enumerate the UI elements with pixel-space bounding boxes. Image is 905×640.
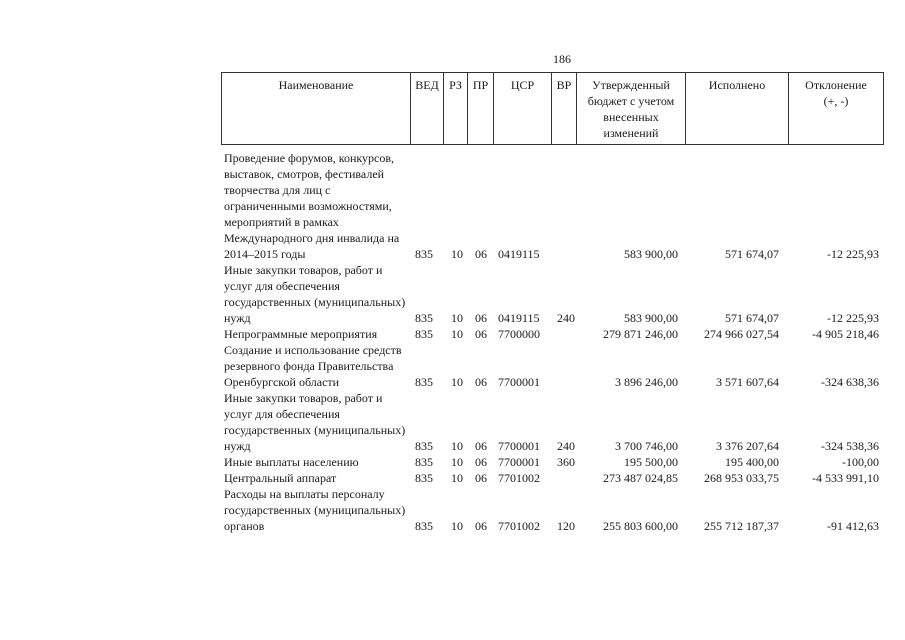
row-vr: 120 <box>557 519 575 533</box>
row-deviation: -324 638,36 <box>821 375 879 389</box>
header-name: Наименование <box>221 72 410 145</box>
table-row <box>221 486 884 534</box>
header-pr: ПР <box>467 72 493 145</box>
row-rz: 10 <box>451 311 463 325</box>
row-rz: 10 <box>451 439 463 453</box>
row-name: Центральный аппарат <box>224 471 337 485</box>
row-name: Проведение форумов, конкурсов, выставок, смотров, фестивалей творчества для лиц с ограниченными возможностями, мероприятий в рамках Международного дня инвалида на 2014–2015 годы <box>224 151 400 261</box>
row-pr: 06 <box>475 439 487 453</box>
row-ved: 835 <box>415 327 433 341</box>
row-approved: 3 700 746,00 <box>615 439 678 453</box>
row-csr: 7700000 <box>498 327 540 341</box>
row-deviation: -324 538,36 <box>821 439 879 453</box>
row-vr: 240 <box>557 439 575 453</box>
row-csr: 7700001 <box>498 375 540 389</box>
row-deviation: -100,00 <box>842 455 879 469</box>
header-executed: Исполнено <box>685 72 788 145</box>
header-csr: ЦСР <box>493 72 551 145</box>
row-executed: 571 674,07 <box>725 311 779 325</box>
table-row <box>221 342 884 390</box>
table-row <box>221 454 884 470</box>
row-csr: 7700001 <box>498 455 540 469</box>
row-executed: 3 376 207,64 <box>716 439 779 453</box>
table-row <box>221 326 884 342</box>
row-name: Иные закупки товаров, работ и услуг для обеспечения государственных (муниципальных) нужд <box>224 263 406 325</box>
row-csr: 0419115 <box>498 247 540 261</box>
row-pr: 06 <box>475 519 487 533</box>
row-approved: 3 896 246,00 <box>615 375 678 389</box>
row-name: Расходы на выплаты персоналу государственных (муниципальных) органов <box>224 487 406 533</box>
row-csr: 7701002 <box>498 471 540 485</box>
row-executed: 3 571 607,64 <box>716 375 779 389</box>
row-ved: 835 <box>415 439 433 453</box>
row-deviation: -91 412,63 <box>827 519 879 533</box>
table-header <box>221 72 884 145</box>
row-executed: 195 400,00 <box>725 455 779 469</box>
row-approved: 273 487 024,85 <box>603 471 678 485</box>
row-ved: 835 <box>415 247 433 261</box>
row-pr: 06 <box>475 375 487 389</box>
row-pr: 06 <box>475 455 487 469</box>
header-vr: ВР <box>551 72 576 145</box>
table-row <box>221 262 884 326</box>
row-name: Иные выплаты населению <box>224 455 359 469</box>
row-csr: 0419115 <box>498 311 540 325</box>
row-executed: 571 674,07 <box>725 247 779 261</box>
row-ved: 835 <box>415 455 433 469</box>
header-ved: ВЕД <box>410 72 443 145</box>
table-row <box>221 470 884 486</box>
row-ved: 835 <box>415 375 433 389</box>
row-deviation: -4 905 218,46 <box>812 327 879 341</box>
row-ved: 835 <box>415 311 433 325</box>
row-csr: 7700001 <box>498 439 540 453</box>
table-row <box>221 390 884 454</box>
header-approved: Утвержденный бюджет с учетом внесенных изменений <box>576 72 685 145</box>
row-rz: 10 <box>451 455 463 469</box>
row-executed: 268 953 033,75 <box>704 471 779 485</box>
row-rz: 10 <box>451 247 463 261</box>
row-name: Иные закупки товаров, работ и услуг для обеспечения государственных (муниципальных) нужд <box>224 391 406 453</box>
row-rz: 10 <box>451 519 463 533</box>
row-executed: 255 712 187,37 <box>704 519 779 533</box>
row-approved: 255 803 600,00 <box>603 519 678 533</box>
page-number: 186 <box>553 52 571 66</box>
row-pr: 06 <box>475 327 487 341</box>
row-rz: 10 <box>451 471 463 485</box>
row-vr: 360 <box>557 455 575 469</box>
row-approved: 195 500,00 <box>624 455 678 469</box>
row-name: Непрограммные мероприятия <box>224 327 378 341</box>
header-deviation: Отклонение (+, -) <box>788 72 884 145</box>
row-rz: 10 <box>451 375 463 389</box>
row-approved: 279 871 246,00 <box>603 327 678 341</box>
table-row <box>221 150 884 262</box>
row-vr: 240 <box>557 311 575 325</box>
row-executed: 274 966 027,54 <box>704 327 779 341</box>
table-body <box>221 150 884 534</box>
row-pr: 06 <box>475 471 487 485</box>
row-ved: 835 <box>415 519 433 533</box>
row-deviation: -4 533 991,10 <box>812 471 879 485</box>
row-ved: 835 <box>415 471 433 485</box>
row-pr: 06 <box>475 311 487 325</box>
row-deviation: -12 225,93 <box>827 247 879 261</box>
row-deviation: -12 225,93 <box>827 311 879 325</box>
row-csr: 7701002 <box>498 519 540 533</box>
row-pr: 06 <box>475 247 487 261</box>
row-approved: 583 900,00 <box>624 311 678 325</box>
row-name: Создание и использование средств резервного фонда Правительства Оренбургской области <box>224 343 402 389</box>
row-rz: 10 <box>451 327 463 341</box>
header-rz: РЗ <box>443 72 467 145</box>
row-approved: 583 900,00 <box>624 247 678 261</box>
